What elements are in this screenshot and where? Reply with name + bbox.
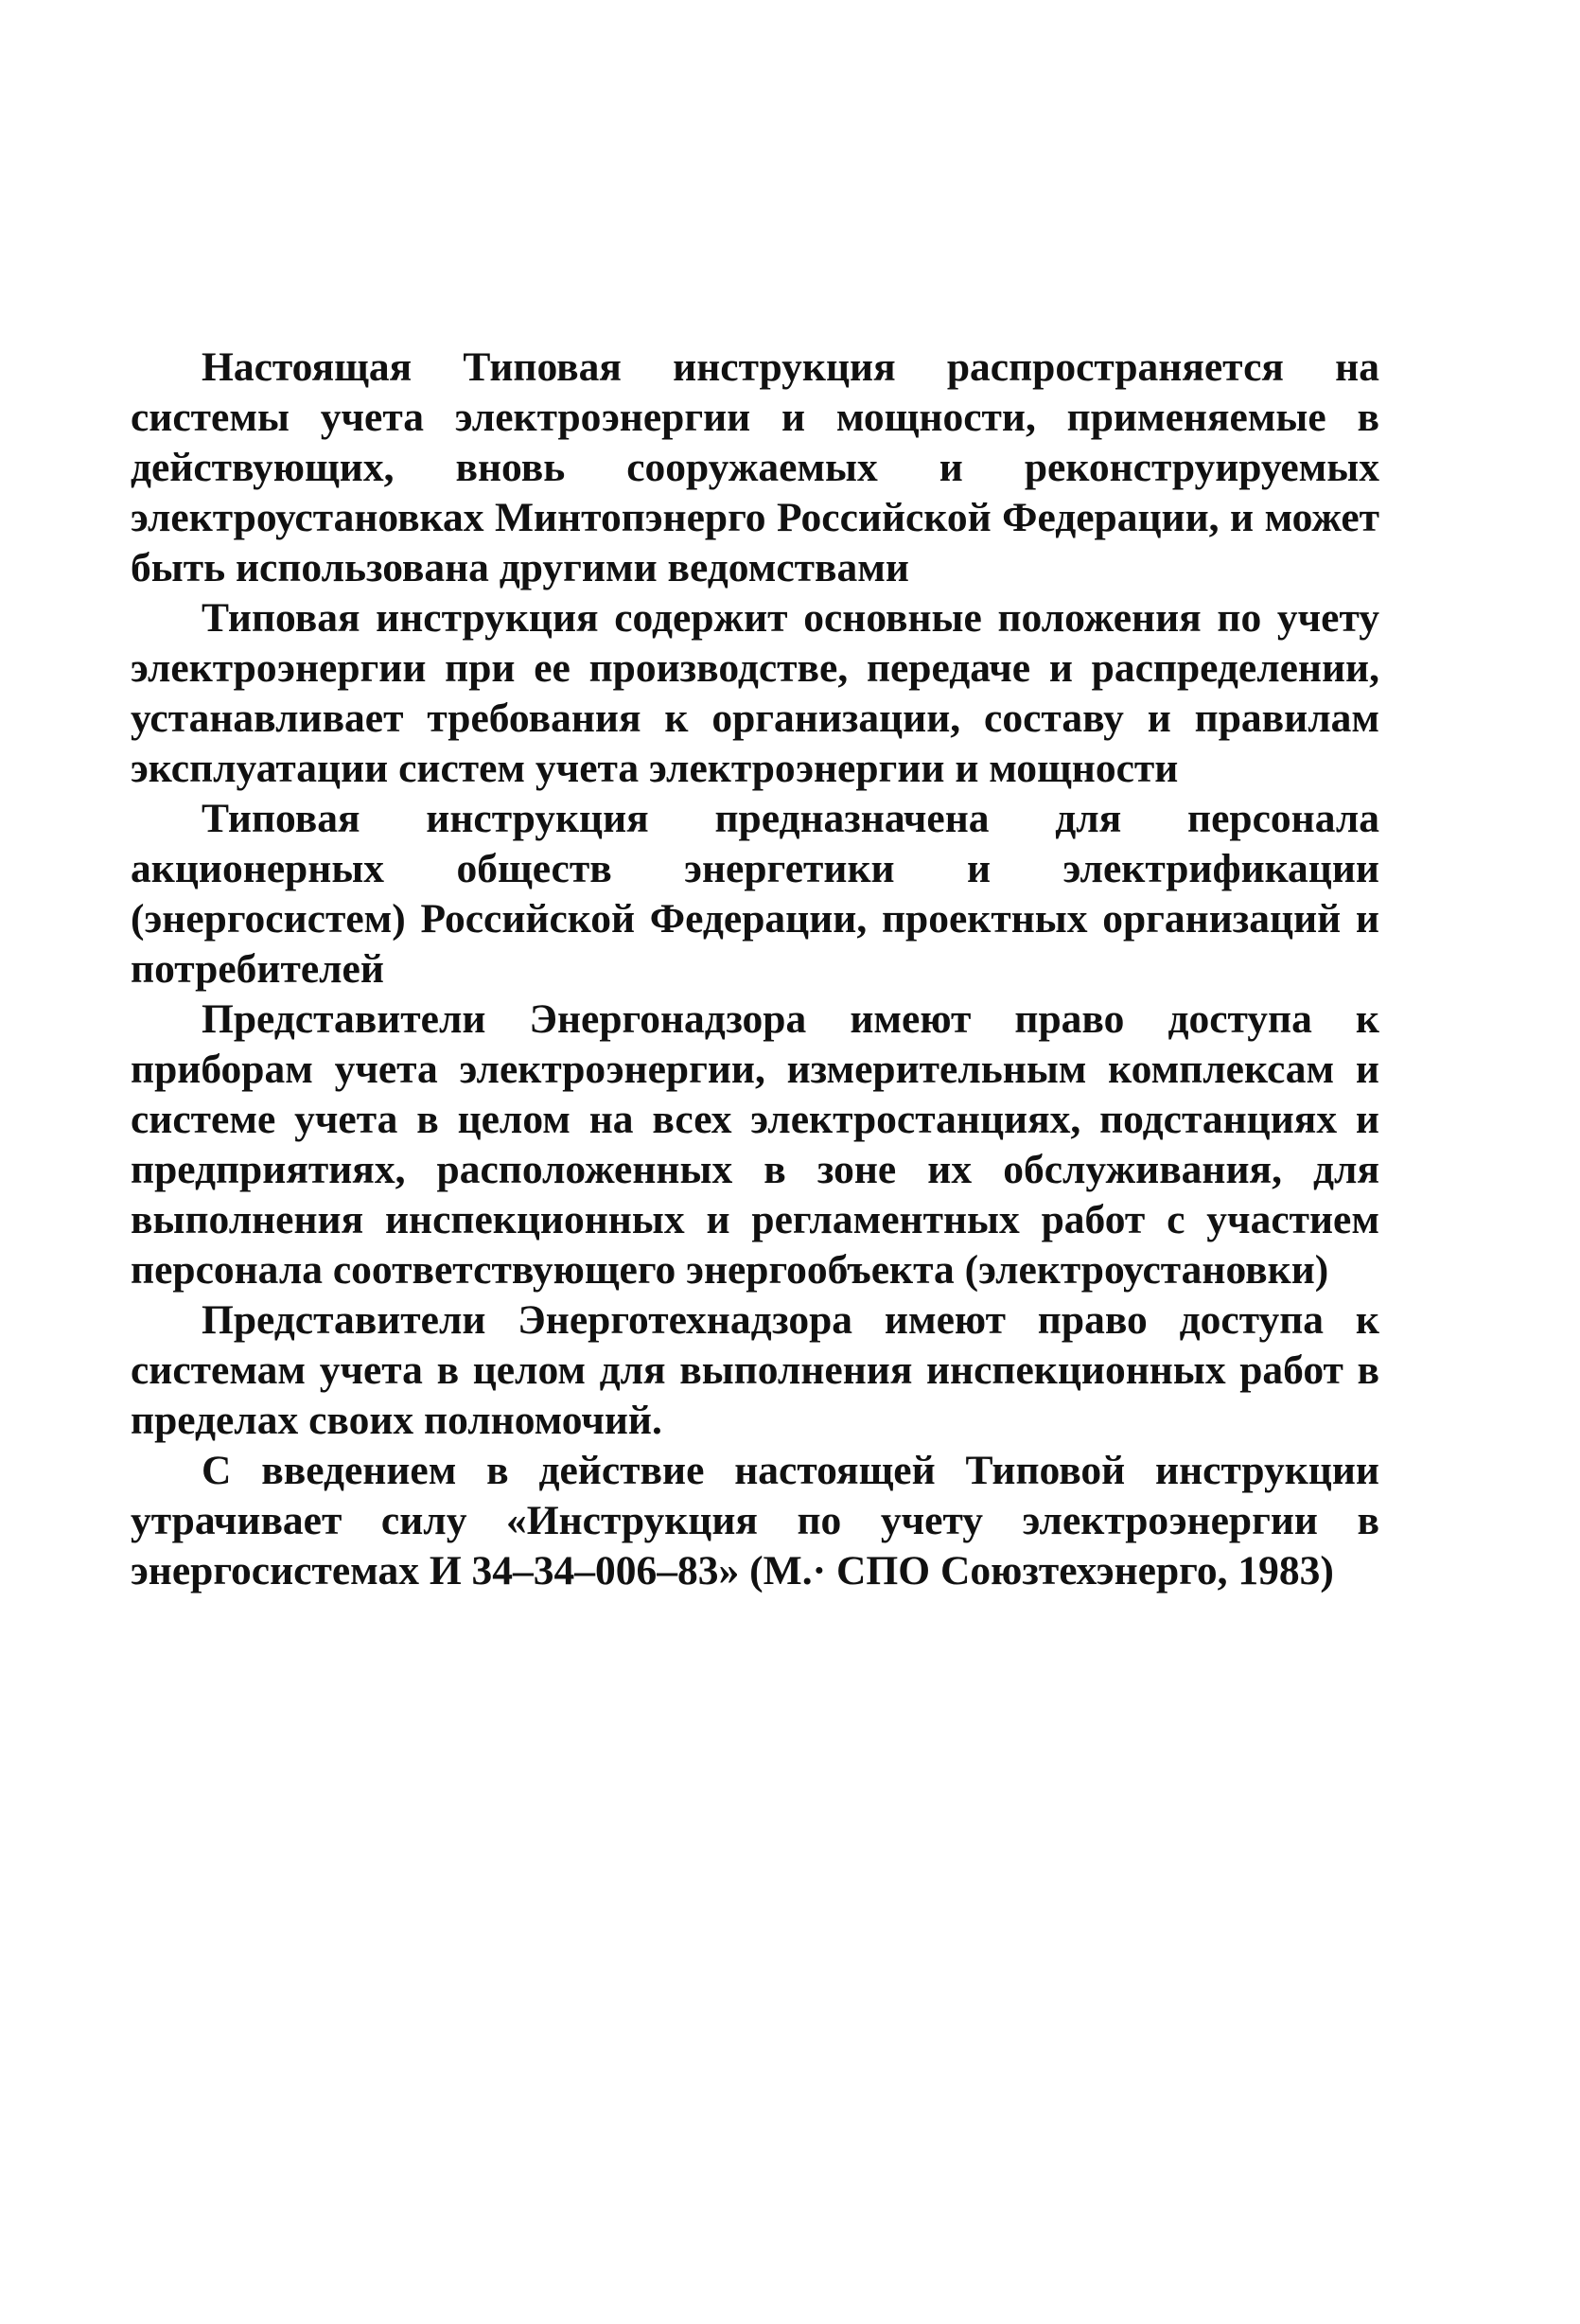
paragraph-audience: Типовая инструкция предназначена для персонала акционерных обществ энергетики и электрификации (энергосистем) Российской Федерации, проектных организаций и потребителей bbox=[131, 796, 1379, 992]
paragraph-supersedes: С введением в действие настоящей Типовой инструкции утрачивает силу «Инструкция по учету электроэнергии в энергосистемах И 34–34–006–83» (М.· СПО Союзтехэнерго, 1983) bbox=[131, 1448, 1379, 1593]
paragraph-energonadzor-access: Представители Энергонадзора имеют право доступа к приборам учета электроэнергии, измерительным комплексам и системе учета в целом на всех электростанциях, подстанциях и предприятиях, расположенных в зоне их обслуживания, для выполнения инспекционных и регламентных работ с участием персонала соответствующего энергообъекта (электроустановки) bbox=[131, 996, 1379, 1293]
paragraph-energotekhnadzor-access: Представители Энерготехнадзора имеют право доступа к системам учета в целом для выполнения инспекционных работ в пределах своих полномочий. bbox=[131, 1297, 1379, 1443]
document-body bbox=[131, 343, 1379, 1596]
paragraph-contents: Типовая инструкция содержит основные положения по учету электроэнергии при ее производстве, передаче и распределении, устанавливает требования к организации, составу и правилам эксплуатации систем учета электроэнергии и мощности bbox=[131, 595, 1379, 791]
paragraph-scope: Настоящая Типовая инструкция распространяется на системы учета электроэнергии и мощности, применяемые в действующих, вновь сооружаемых и реконструируемых электроустановках Минтопэнерго Российской Федерации, и может быть использована другими ведомствами bbox=[131, 344, 1379, 590]
